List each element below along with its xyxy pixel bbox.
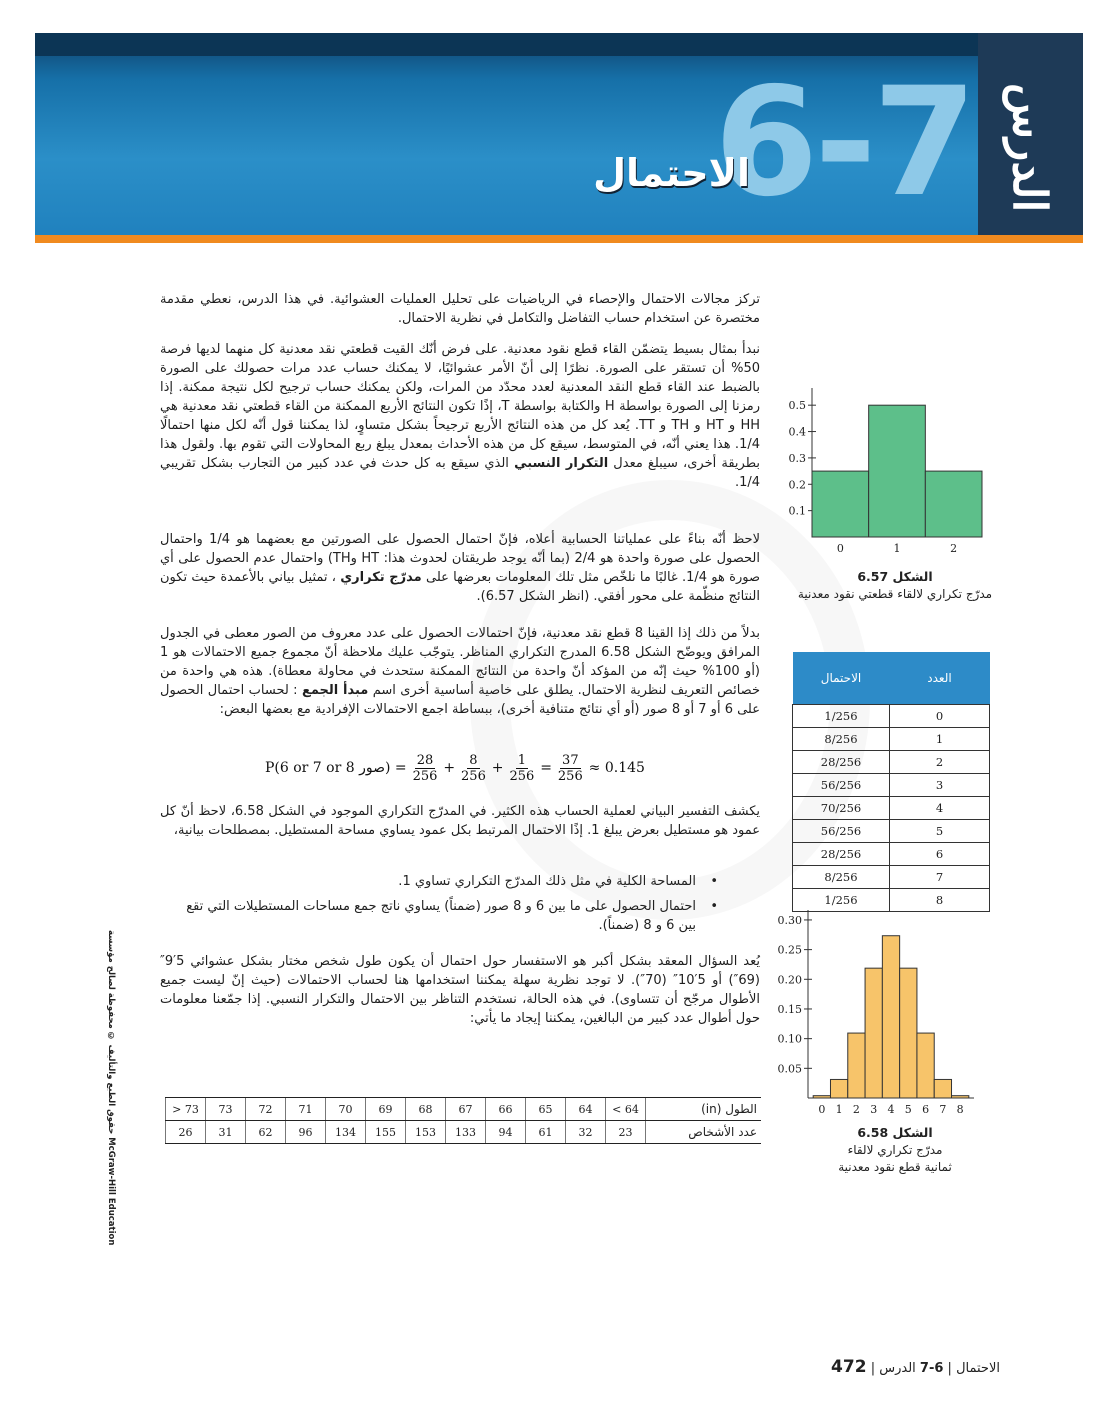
paragraph-text: بدلاً من ذلك إذا القينا 8 قطع نقد معدنية، فإنّ احتمالات الحصول على عدد معروف من الصور معطى في الجدول المرافق ويوضّح الشكل 6.58 المدرج التكراري المناظر. يتوجّب عليك ملاحظة أنّ مجموع جميع الاحتمالات هو 1 (أو 100% حيث إنّه من المؤكد أنّ واحدة من النتائج الممكنة ستحدث في محاولة معطاة). هذه هي واحدة من خصائص التعريف لنظرية الاحتمال. يطلق على خاصية أساسية أخرى اسم bbox=[160, 626, 761, 698]
table-row bbox=[793, 866, 990, 889]
table-cell: 64 bbox=[566, 1098, 606, 1121]
histogram-bar bbox=[934, 1079, 951, 1098]
table-cell: 94 bbox=[486, 1121, 526, 1144]
histogram-bar bbox=[848, 1033, 865, 1098]
table-cell: 32 bbox=[566, 1121, 606, 1144]
table-cell: 8/256 bbox=[793, 866, 890, 889]
table-row bbox=[793, 843, 990, 866]
histogram-eight-coins bbox=[772, 908, 990, 1123]
table-cell: 56/256 bbox=[793, 820, 890, 843]
y-tick-label: 0.1 bbox=[788, 504, 806, 518]
footer-topic: الاحتمال bbox=[956, 1361, 1000, 1376]
probability-formula bbox=[265, 748, 645, 788]
figure-label: الشكل 6.57 bbox=[857, 569, 933, 584]
table-cell: 26 bbox=[166, 1121, 206, 1144]
bullet-list bbox=[180, 872, 720, 941]
histogram-two-coins bbox=[780, 382, 1000, 562]
y-tick-label: 0.20 bbox=[777, 973, 802, 987]
plus-sign: + bbox=[443, 760, 456, 776]
table-cell: 1 bbox=[890, 728, 990, 751]
table-cell: 5 bbox=[890, 820, 990, 843]
table-cell: 69 bbox=[366, 1098, 406, 1121]
table-cell: 70/256 bbox=[793, 797, 890, 820]
x-tick-label: 4 bbox=[887, 1103, 895, 1116]
caption-text: ثمانية قطع نقود معدنية bbox=[838, 1160, 952, 1174]
histogram-bar bbox=[830, 1079, 847, 1098]
probability-table bbox=[792, 652, 990, 912]
table-cell: 28/256 bbox=[793, 751, 890, 774]
table-cell: 6 bbox=[890, 843, 990, 866]
figure-658-caption bbox=[795, 1124, 995, 1176]
fraction: $\frac{8}{256}$ bbox=[461, 752, 486, 784]
table-cell: 96 bbox=[286, 1121, 326, 1144]
column-header-probability: الاحتمال bbox=[793, 652, 890, 705]
table-row bbox=[793, 820, 990, 843]
banner-side-panel bbox=[978, 33, 1083, 235]
page-number: 472 bbox=[831, 1357, 867, 1377]
paragraph-heights: يُعد السؤال المعقد بشكل أكبر هو الاستفسار حول احتمال أن يكون طول شخص مختار بشكل عشوائي 5′9″ (69″) أو 5′10″ (70″). لا توجد نظرية سهلة يمكننا استخدامها هنا لحساب الاحتمالات (حيث إنّ ليست جميع الأطوال مرجّح أن تتساوى). في هذه الحالة، نستخدم التناظر بين الاحتمال والتكرار النسبي. إذا جمّعنا معلومات حول أطوال عدد كبير من البالغين، يمكننا إيجاد ما يأتي: bbox=[160, 954, 760, 1026]
table-cell: 67 bbox=[446, 1098, 486, 1121]
table-cell: 155 bbox=[366, 1121, 406, 1144]
table-row bbox=[166, 1121, 762, 1144]
table-row bbox=[793, 728, 990, 751]
x-tick-label: 1 bbox=[893, 542, 901, 555]
table-cell: 28/256 bbox=[793, 843, 890, 866]
figure-657-caption bbox=[795, 568, 995, 603]
banner-top-strip bbox=[35, 33, 1083, 56]
table-cell: 134 bbox=[326, 1121, 366, 1144]
paragraph-text: ، تمثيل بياني بالأعمدة حيث تكون النتائج منظّمة على محور أفقي. (انظر الشكل 6.57). bbox=[160, 570, 760, 604]
y-tick-label: 0.4 bbox=[788, 425, 806, 439]
fraction: $\frac{28}{256}$ bbox=[412, 752, 438, 784]
formula-lhs: P(6 or 7 or 8 صور) = bbox=[265, 760, 407, 776]
histogram-bar bbox=[812, 471, 869, 537]
y-tick-label: 0.30 bbox=[777, 913, 802, 927]
x-tick-label: 6 bbox=[922, 1103, 930, 1116]
fraction: $\frac{37}{256}$ bbox=[557, 752, 583, 784]
table-cell: 8/256 bbox=[793, 728, 890, 751]
table-cell: 1/256 bbox=[793, 705, 890, 728]
y-tick-label: 0.5 bbox=[788, 399, 806, 413]
paragraph-coins bbox=[160, 340, 760, 492]
table-cell: 56/256 bbox=[793, 774, 890, 797]
table-row bbox=[793, 774, 990, 797]
copyright-credit: حقوق الطبع والتأليف © محفوظة لصالح مؤسسة McGraw-Hill Education bbox=[106, 930, 116, 1246]
histogram-bar bbox=[869, 405, 926, 537]
table-header-row bbox=[793, 652, 990, 705]
table-cell: 31 bbox=[206, 1121, 246, 1144]
table-cell: 1/256 bbox=[793, 889, 890, 912]
table-cell: 70 bbox=[326, 1098, 366, 1121]
histogram-bar bbox=[925, 471, 982, 537]
banner-orange-rule bbox=[35, 235, 1083, 243]
x-tick-label: 0 bbox=[818, 1103, 826, 1116]
histogram-bar bbox=[900, 968, 917, 1098]
y-tick-label: 0.05 bbox=[777, 1062, 802, 1076]
table-row bbox=[793, 705, 990, 728]
row-header-height: الطول (in) bbox=[646, 1098, 762, 1121]
term-relative-frequency: التكرار النسبي bbox=[514, 456, 609, 471]
table-cell: 62 bbox=[246, 1121, 286, 1144]
lesson-banner bbox=[35, 33, 1083, 243]
table-cell: 71 bbox=[286, 1098, 326, 1121]
table-cell: 4 bbox=[890, 797, 990, 820]
paragraph-eight-coins bbox=[160, 624, 760, 719]
table-cell: 23 bbox=[606, 1121, 646, 1144]
intro-paragraph: تركز مجالات الاحتمال والإحصاء في الرياضيات على تحليل العمليات العشوائية. في هذا الدرس، نعطي مقدمة مختصرة عن استخدام حساب التفاضل والتكامل في نظرية الاحتمال. bbox=[160, 292, 760, 326]
footer-separator: | bbox=[947, 1361, 952, 1376]
x-tick-label: 0 bbox=[836, 542, 844, 555]
equals-sign: = bbox=[540, 760, 552, 776]
paragraph-interpretation: يكشف التفسير البياني لعملية الحساب هذه الكثير. في المدرّج التكراري الموجود في الشكل 6.58، لاحظ أنّ كل عمود هو مستطيل بعرض يبلغ 1. إذًا الاحتمال المرتبط بكل عمود يساوي مساحة المستطيل. بمصطلحات بيانية، bbox=[160, 804, 760, 838]
term-addition-principle: مبدأ الجمع bbox=[301, 683, 369, 698]
table-row bbox=[166, 1098, 762, 1121]
page-footer bbox=[790, 1357, 1000, 1377]
paragraph-text: : لحساب احتمال الحصول على 6 أو 7 أو 8 صور (أو أي نتائج متنافية أخرى)، ببساطة اجمع الاحتمالات الإفرادية مع بعضها البعض: bbox=[160, 683, 760, 717]
y-tick-label: 0.15 bbox=[777, 1002, 802, 1016]
x-tick-label: 3 bbox=[870, 1103, 878, 1116]
table-cell: 72 bbox=[246, 1098, 286, 1121]
figure-label: الشكل 6.58 bbox=[857, 1125, 933, 1140]
y-tick-label: 0.3 bbox=[788, 451, 806, 465]
caption-text: مدرّج تكراري لالقاء قطعتي نقود معدنية bbox=[797, 587, 993, 601]
row-header-count: عدد الأشخاص bbox=[646, 1121, 762, 1144]
paragraph-histogram bbox=[160, 530, 760, 606]
table-cell: 133 bbox=[446, 1121, 486, 1144]
footer-separator: | bbox=[870, 1361, 876, 1376]
plus-sign: + bbox=[491, 760, 504, 776]
table-cell: 153 bbox=[406, 1121, 446, 1144]
table-cell: 8 bbox=[890, 889, 990, 912]
table-cell: 3 bbox=[890, 774, 990, 797]
table-cell: 68 bbox=[406, 1098, 446, 1121]
histogram-bar bbox=[917, 1033, 934, 1098]
list-item: • المساحة الكلية في مثل ذلك المدرّج التكراري تساوي 1. bbox=[180, 872, 720, 891]
y-tick-label: 0.10 bbox=[777, 1032, 802, 1046]
column-header-count: العدد bbox=[890, 652, 990, 705]
table-cell: 65 bbox=[526, 1098, 566, 1121]
y-tick-label: 0.25 bbox=[777, 943, 802, 957]
table-cell: 2 bbox=[890, 751, 990, 774]
lesson-label: الدرس bbox=[1003, 83, 1057, 213]
footer-lesson-number: 6-7 bbox=[919, 1361, 944, 1376]
table-cell: 66 bbox=[486, 1098, 526, 1121]
histogram-bar bbox=[865, 968, 882, 1098]
histogram-bar bbox=[882, 936, 899, 1098]
table-cell: 61 bbox=[526, 1121, 566, 1144]
paragraph-text: الذي سيقع به كل حدث في عدد كبير من التجارب بشكل تقريبي 1/4. bbox=[160, 456, 760, 490]
formula-approx: ≈ 0.145 bbox=[588, 760, 645, 776]
x-tick-label: 2 bbox=[852, 1103, 860, 1116]
x-tick-label: 2 bbox=[950, 542, 958, 555]
heights-table bbox=[165, 1097, 761, 1144]
lesson-number: 6-7 bbox=[714, 56, 973, 230]
x-tick-label: 7 bbox=[939, 1103, 947, 1116]
footer-lesson-label: الدرس bbox=[879, 1361, 916, 1376]
table-cell: 7 bbox=[890, 866, 990, 889]
table-cell: > 73 bbox=[166, 1098, 206, 1121]
x-tick-label: 1 bbox=[835, 1103, 843, 1116]
table-row bbox=[793, 797, 990, 820]
table-cell: 73 bbox=[206, 1098, 246, 1121]
table-cell: < 64 bbox=[606, 1098, 646, 1121]
paragraph-text: لاحظ أنّه بناءً على عملياتنا الحسابية أعلاه، فإنّ احتمال الحصول على الصورتين مع بعضهما هو 1/4 واحتمال الحصول على صورة واحدة هو 2/4 (بما أنّه يوجد طريقتان لحدوث هذا: HT وTH) واحتمال عدم الحصول على أي صورة هو 1/4. غالبًا ما نلخّص مثل تلك المعلومات بعرضها على bbox=[160, 532, 760, 585]
x-tick-label: 5 bbox=[904, 1103, 912, 1116]
list-item: • احتمال الحصول على ما بين 6 و 8 صور (ضمناً) يساوي ناتج جمع مساحات المستطيلات التي تقع بين 6 و 8 (ضمناً). bbox=[180, 897, 720, 935]
caption-text: مدرّج تكراري لالقاء bbox=[847, 1143, 943, 1157]
paragraph-text: نبدأ بمثال بسيط يتضمّن القاء قطع نقود معدنية. على فرض أنّك القيت قطعتي نقد معدنية كل منهما لديها فرصة 50% أن تستقر على الصورة. نظرًا إلى أنّ الأمر عشوائيًا، لا يمكنك حساب عدد مرات حصولك على الصورة بالضبط عند القاء قطع النقد المعدنية لعدد محدّد من المرات، ولكن يمكنك حساب ترجيح لكل نتيجة ممكنة. إذا رمزنا إلى الصورة بواسطة H والكتابة بواسطة T، إذًا تكون النتائج الأربع الممكنة من القاء قطعتي نقد معدنية هي HH و HT و TH و TT. يُعد كل من هذه النتائج الأربع ترجيحاً بشكل متساوٍ، لذا يمكننا قول أنّه لكل منها احتمالًا 1/4. هذا يعني أنّه، في المتوسط، سيقع كل من هذه الأحداث بمعدل يبلغ ربع المحاولات التي تقوم بها. ولقول هذا بطريقة أخرى، سيبلغ معدل bbox=[160, 342, 761, 471]
table-cell: 0 bbox=[890, 705, 990, 728]
term-histogram: مدرّج تكراري bbox=[340, 570, 422, 585]
fraction: $\frac{1}{256}$ bbox=[509, 752, 535, 784]
x-tick-label: 8 bbox=[956, 1103, 964, 1116]
lesson-title: الاحتمال bbox=[593, 151, 750, 195]
table-row bbox=[793, 751, 990, 774]
y-tick-label: 0.2 bbox=[788, 478, 806, 492]
